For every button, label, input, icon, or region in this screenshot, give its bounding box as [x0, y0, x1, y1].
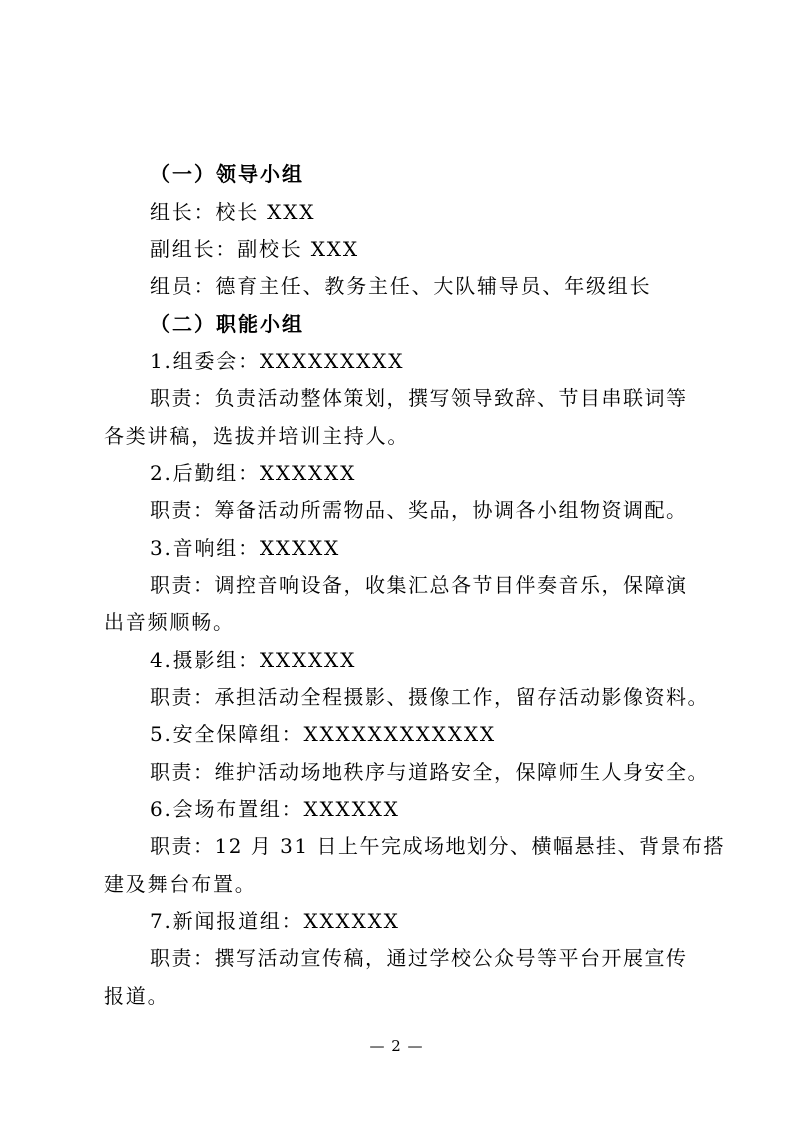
deputy-leader-line: 副组长：副校长 XXX: [150, 237, 359, 261]
group-duty-news-line1: 职责：撰写活动宣传稿，通过学校公众号等平台开展宣传: [150, 946, 688, 970]
group-duty-news-line2: 报道。: [104, 984, 170, 1008]
group-duty-audio-line2: 出音频顺畅。: [104, 610, 235, 634]
group-title-audio: 3.音响组：XXXXX: [150, 536, 341, 560]
page-number: — 2 —: [369, 1037, 424, 1055]
leader-line: 组长：校长 XXX: [150, 200, 316, 224]
group-title-photography: 4.摄影组：XXXXXX: [150, 648, 357, 672]
section-heading-leadership: （一）领导小组: [150, 162, 304, 186]
group-duty-committee-line1: 职责：负责活动整体策划，撰写领导致辞、节目串联词等: [150, 386, 688, 410]
section-heading-functional: （二）职能小组: [150, 312, 304, 336]
group-title-news: 7.新闻报道组：XXXXXX: [150, 909, 400, 933]
group-title-logistics: 2.后勤组：XXXXXX: [150, 461, 357, 485]
group-duty-venue-line1: 职责：12 月 31 日上午完成场地划分、横幅悬挂、背景布搭: [150, 834, 725, 858]
members-line: 组员：德育主任、教务主任、大队辅导员、年级组长: [150, 274, 652, 298]
group-duty-committee-line2: 各类讲稿，选拔并培训主持人。: [104, 424, 410, 448]
group-duty-venue-line2: 建及舞台布置。: [104, 872, 257, 896]
group-duty-logistics: 职责：筹备活动所需物品、奖品，协调各小组物资调配。: [150, 498, 688, 522]
group-duty-audio-line1: 职责：调控音响设备，收集汇总各节目伴奏音乐，保障演: [150, 573, 688, 597]
group-duty-photography: 职责：承担活动全程摄影、摄像工作，留存活动影像资料。: [150, 685, 709, 709]
group-title-venue: 6.会场布置组：XXXXXX: [150, 797, 400, 821]
group-title-committee: 1.组委会：XXXXXXXXX: [150, 349, 405, 373]
group-duty-security: 职责：维护活动场地秩序与道路安全，保障师生人身安全。: [150, 760, 709, 784]
group-title-security: 5.安全保障组：XXXXXXXXXXXX: [150, 722, 496, 746]
